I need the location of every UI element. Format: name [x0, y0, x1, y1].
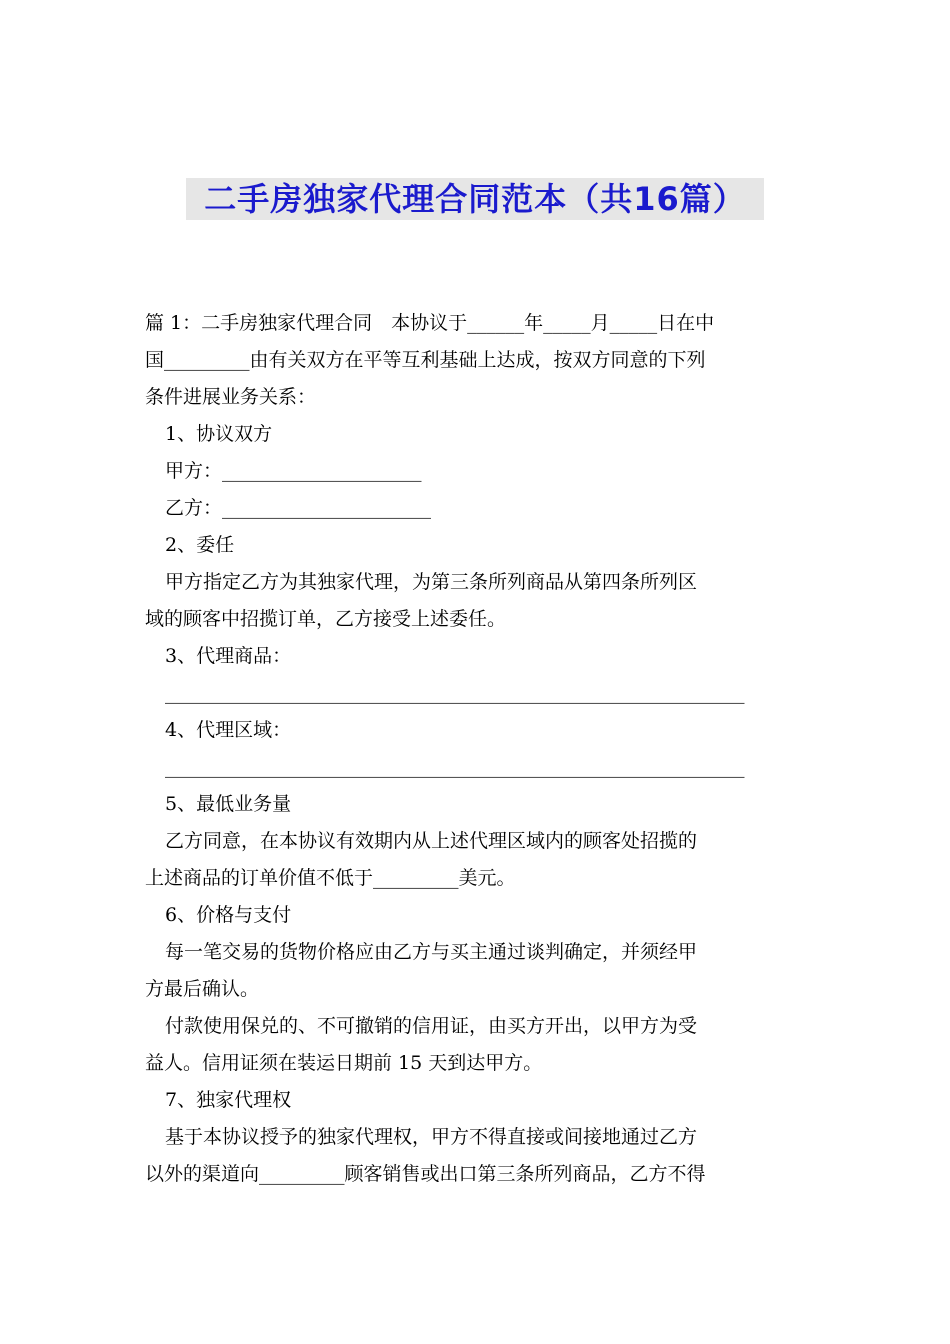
- paragraph-line: 乙方同意，在本协议有效期内从上述代理区域内的顾客处招揽的: [165, 830, 698, 852]
- paragraph-line: 基于本协议授予的独家代理权，甲方不得直接或间接地通过乙方: [165, 1126, 698, 1148]
- paragraph-line: 方最后确认。: [145, 978, 260, 1000]
- party-a-line: 甲方：_____________________: [165, 460, 422, 482]
- section-heading: 1、协议双方: [165, 423, 273, 445]
- document-body: [145, 305, 810, 1193]
- section-heading: 7、独家代理权: [165, 1089, 292, 1111]
- section-heading: 3、代理商品：: [165, 645, 292, 667]
- section-heading: 6、价格与支付: [165, 904, 292, 926]
- blank-line: _____________________________________________________________: [165, 756, 745, 778]
- paragraph-line: 上述商品的订单价值不低于_________美元。: [145, 867, 516, 889]
- paragraph-line: 国_________由有关双方在平等互利基础上达成，按双方同意的下列: [145, 349, 706, 371]
- paragraph-line: 以外的渠道向_________顾客销售或出口第三条所列商品，乙方不得: [145, 1163, 706, 1185]
- paragraph-line: 条件进展业务关系：: [145, 386, 317, 408]
- paragraph-line: 篇 1：二手房独家代理合同 本协议于______年_____月_____日在中: [145, 312, 715, 334]
- paragraph-line: 付款使用保兑的、不可撤销的信用证，由买方开出，以甲方为受: [165, 1015, 698, 1037]
- paragraph-line: 域的顾客中招揽订单，乙方接受上述委任。: [145, 608, 507, 630]
- document-title: 二手房独家代理合同范本（共16篇）: [186, 178, 764, 220]
- party-b-line: 乙方：______________________: [165, 497, 432, 519]
- title-container: [0, 178, 950, 220]
- paragraph-line: 每一笔交易的货物价格应由乙方与买主通过谈判确定，并须经甲: [165, 941, 698, 963]
- section-heading: 2、委任: [165, 534, 235, 556]
- blank-line: _____________________________________________________________: [165, 682, 745, 704]
- paragraph-line: 益人。信用证须在装运日期前 15 天到达甲方。: [145, 1052, 543, 1074]
- section-heading: 4、代理区域：: [165, 719, 292, 741]
- paragraph-line: 甲方指定乙方为其独家代理，为第三条所列商品从第四条所列区: [165, 571, 698, 593]
- section-heading: 5、最低业务量: [165, 793, 292, 815]
